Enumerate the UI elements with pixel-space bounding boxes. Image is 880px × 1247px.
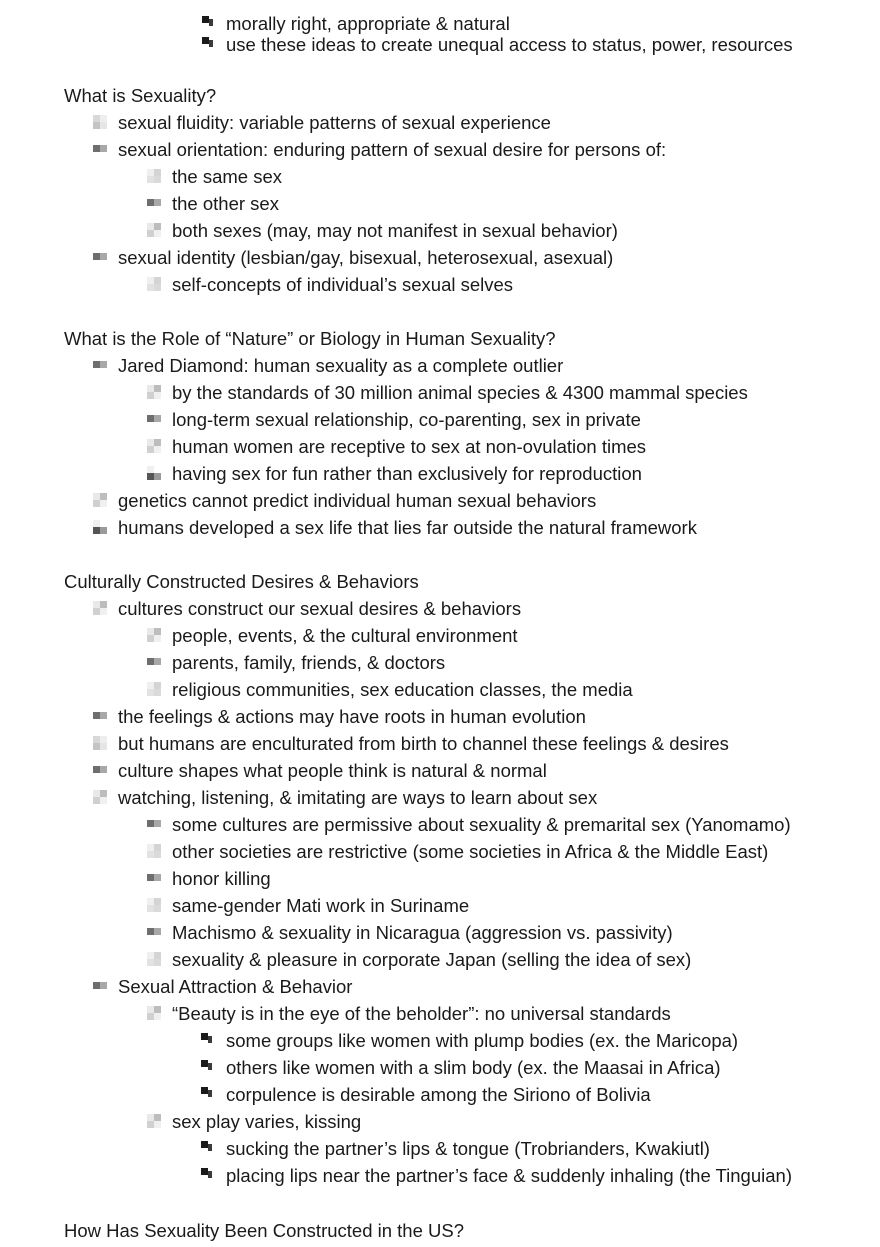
- bullet-icon: [147, 628, 161, 642]
- bullet-icon: [147, 898, 161, 912]
- list-item: the other sex: [172, 192, 279, 216]
- list-item: by the standards of 30 million animal species & 4300 mammal species: [172, 381, 748, 405]
- bullet-icon: [147, 169, 161, 183]
- bullet-icon: [93, 115, 107, 129]
- list-item: culture shapes what people think is natural & normal: [118, 759, 547, 783]
- list-item: the feelings & actions may have roots in human evolution: [118, 705, 586, 729]
- list-item: Jared Diamond: human sexuality as a complete outlier: [118, 354, 563, 378]
- bullet-icon: [147, 223, 161, 237]
- bullet-icon: [147, 817, 161, 831]
- list-item: same-gender Mati work in Suriname: [172, 894, 469, 918]
- list-item: some groups like women with plump bodies (ex. the Maricopa): [226, 1029, 738, 1053]
- list-item: having sex for fun rather than exclusively for reproduction: [172, 462, 642, 486]
- bullet-icon: [201, 1141, 215, 1155]
- bullet-icon: [147, 412, 161, 426]
- bullet-icon: [147, 277, 161, 291]
- section-heading: How Has Sexuality Been Constructed in the US?: [64, 1220, 465, 1241]
- bullet-icon: [93, 736, 107, 750]
- list-item: “Beauty is in the eye of the beholder”: no universal standards: [172, 1002, 671, 1026]
- list-item: genetics cannot predict individual human sexual behaviors: [118, 489, 596, 513]
- bullet-icon: [93, 142, 107, 156]
- bullet-icon: [93, 790, 107, 804]
- list-item: Sexual Attraction & Behavior: [118, 975, 352, 999]
- list-item: self-concepts of individual’s sexual selves: [172, 273, 513, 297]
- section-heading: What is Sexuality?: [64, 85, 217, 106]
- section-heading: What is the Role of “Nature” or Biology in Human Sexuality?: [64, 328, 556, 349]
- list-item: human women are receptive to sex at non-ovulation times: [172, 435, 646, 459]
- bullet-icon: [147, 871, 161, 885]
- bullet-icon: [202, 16, 216, 30]
- list-item: watching, listening, & imitating are ways to learn about sex: [118, 786, 597, 810]
- bullet-icon: [147, 1006, 161, 1020]
- bullet-icon: [147, 655, 161, 669]
- bullet-icon: [147, 1114, 161, 1128]
- list-item: humans developed a sex life that lies far outside the natural framework: [118, 516, 697, 540]
- bullet-icon: [201, 1168, 215, 1182]
- bullet-icon: [201, 1087, 215, 1101]
- list-item: some cultures are permissive about sexuality & premarital sex (Yanomamo): [172, 813, 791, 837]
- list-item: corpulence is desirable among the Siriono of Bolivia: [226, 1083, 651, 1107]
- bullet-icon: [93, 979, 107, 993]
- list-item: use these ideas to create unequal access to status, power, resources: [226, 33, 793, 57]
- list-item: both sexes (may, may not manifest in sexual behavior): [172, 219, 618, 243]
- list-item: religious communities, sex education classes, the media: [172, 678, 633, 702]
- list-item: sexuality & pleasure in corporate Japan (selling the idea of sex): [172, 948, 691, 972]
- bullet-icon: [147, 682, 161, 696]
- section-heading: Culturally Constructed Desires & Behaviors: [64, 571, 419, 592]
- list-item: parents, family, friends, & doctors: [172, 651, 445, 675]
- bullet-icon: [93, 250, 107, 264]
- list-item: Machismo & sexuality in Nicaragua (aggression vs. passivity): [172, 921, 673, 945]
- list-item: sexual fluidity: variable patterns of sexual experience: [118, 111, 551, 135]
- bullet-icon: [93, 601, 107, 615]
- list-item: sexual identity (lesbian/gay, bisexual, heterosexual, asexual): [118, 246, 613, 270]
- bullet-icon: [147, 952, 161, 966]
- bullet-icon: [93, 709, 107, 723]
- bullet-icon: [93, 358, 107, 372]
- list-item: other societies are restrictive (some societies in Africa & the Middle East): [172, 840, 768, 864]
- list-item: morally right, appropriate & natural: [226, 12, 510, 36]
- list-item: sucking the partner’s lips & tongue (Trobrianders, Kwakiutl): [226, 1137, 710, 1161]
- bullet-icon: [93, 763, 107, 777]
- bullet-icon: [202, 37, 216, 51]
- bullet-icon: [147, 466, 161, 480]
- bullet-icon: [147, 925, 161, 939]
- list-item: honor killing: [172, 867, 271, 891]
- bullet-icon: [93, 520, 107, 534]
- list-item: long-term sexual relationship, co-parenting, sex in private: [172, 408, 641, 432]
- list-item: but humans are enculturated from birth to channel these feelings & desires: [118, 732, 729, 756]
- bullet-icon: [201, 1033, 215, 1047]
- list-item: people, events, & the cultural environment: [172, 624, 518, 648]
- bullet-icon: [93, 493, 107, 507]
- bullet-icon: [147, 844, 161, 858]
- list-item: sex play varies, kissing: [172, 1110, 361, 1134]
- bullet-icon: [147, 439, 161, 453]
- list-item: sexual orientation: enduring pattern of sexual desire for persons of:: [118, 138, 666, 162]
- bullet-icon: [147, 385, 161, 399]
- list-item: others like women with a slim body (ex. the Maasai in Africa): [226, 1056, 721, 1080]
- list-item: the same sex: [172, 165, 282, 189]
- bullet-icon: [201, 1060, 215, 1074]
- list-item: placing lips near the partner’s face & suddenly inhaling (the Tinguian): [226, 1164, 792, 1188]
- list-item: cultures construct our sexual desires & behaviors: [118, 597, 521, 621]
- bullet-icon: [147, 196, 161, 210]
